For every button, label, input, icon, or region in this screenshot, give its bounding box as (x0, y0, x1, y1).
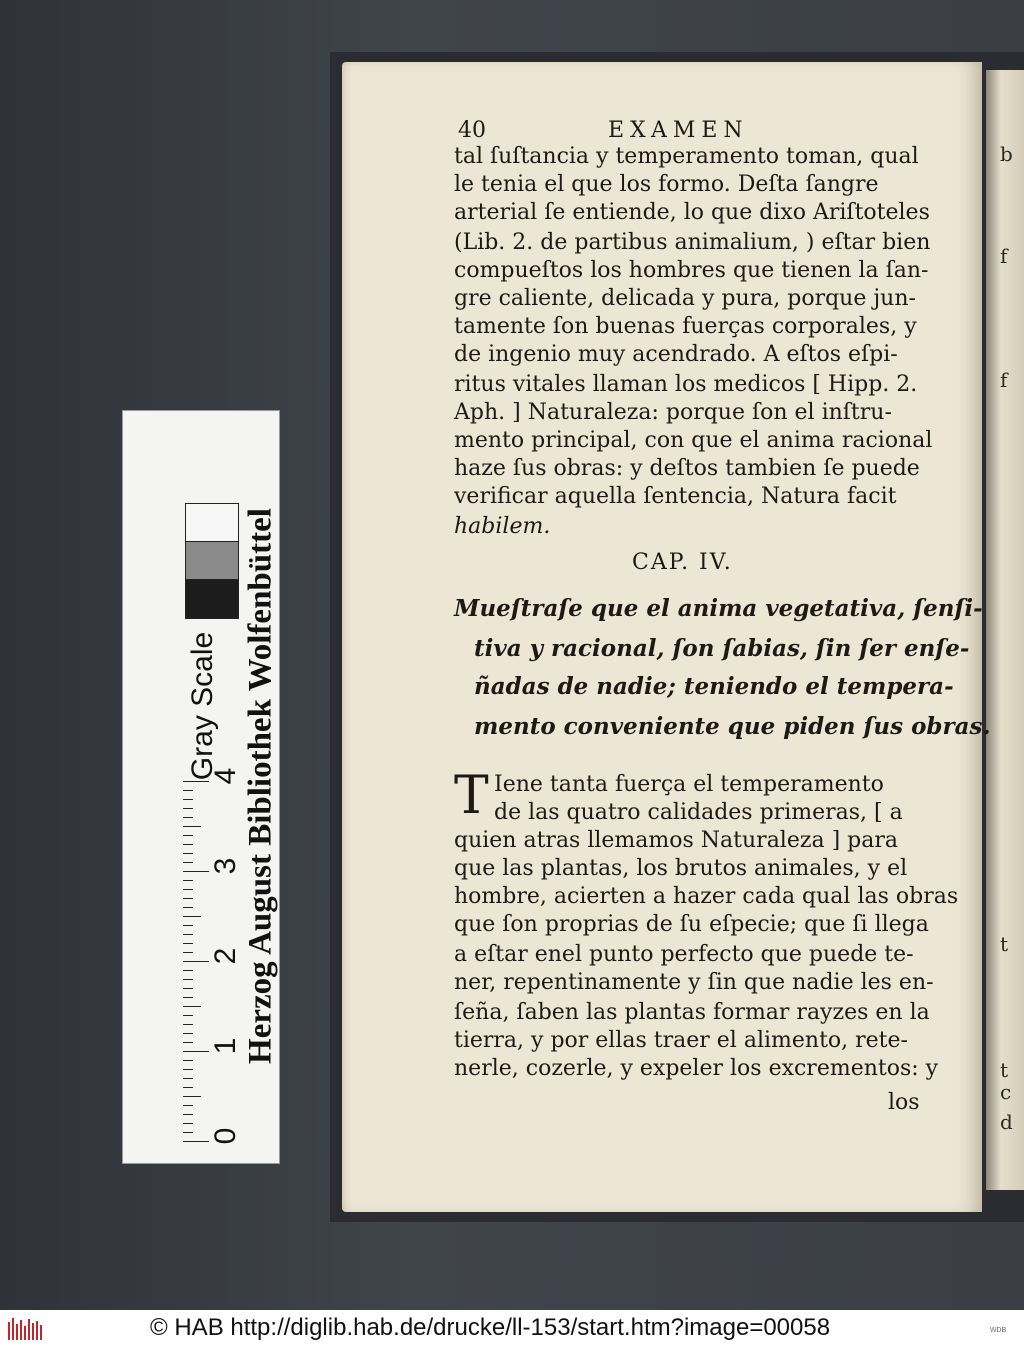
ruler-tick (183, 1015, 193, 1016)
body-line: a eſtar enel punto perfecto que puede te- (454, 942, 914, 967)
hab-logo-icon (6, 1316, 44, 1344)
body-line: de las quatro calidades primeras, [ a (494, 800, 903, 825)
ruler-number: 2 (209, 947, 242, 965)
running-title: EXAMEN (608, 118, 749, 143)
ruler-tick (183, 1006, 201, 1007)
text-line: verificar aquella ſentencia, Natura facit (454, 484, 897, 509)
ruler-tick (183, 979, 193, 980)
ruler-tick (183, 1033, 193, 1034)
text-line: tal ſuſtancia y temperamento toman, qual (454, 144, 919, 169)
gray-swatch (185, 541, 239, 581)
text-line: ritus vitales llaman los medicos [ Hipp. 2. (454, 372, 918, 397)
page-number: 40 (458, 118, 486, 143)
chapter-caption-line: ñadas de nadie; teniendo el tempera- (474, 673, 954, 700)
ruler-tick (183, 907, 193, 908)
chapter-heading: CAP. IV. (632, 550, 733, 575)
ruler-tick (183, 889, 193, 890)
ruler-tick (183, 1132, 193, 1133)
ruler-tick (183, 1096, 201, 1097)
ruler-tick (183, 970, 193, 971)
ruler-tick (183, 817, 193, 818)
ruler-tick (183, 799, 193, 800)
text-line: Aph. ] Naturaleza: porque ſon el inſtru- (454, 400, 892, 425)
next-page-glyph: f (1000, 368, 1008, 392)
text-line: haze ſus obras: y deſtos tambien ſe puede (454, 456, 920, 481)
body-line: que ſon proprias de ſu eſpecie; que ſi llega (454, 912, 929, 937)
footer-bar (0, 1310, 1024, 1350)
ruler-tick (183, 925, 193, 926)
ruler-tick (183, 952, 193, 953)
ruler-number: 4 (209, 767, 242, 785)
gray-scale-label: Gray Scale (186, 631, 219, 781)
text-line: (Lib. 2. de partibus animalium, ) eſtar bien (454, 230, 931, 255)
catchword: los (888, 1090, 920, 1115)
ruler-tick (183, 826, 201, 827)
body-line: nerle, cozerle, y expeler los excrementos: y (454, 1056, 939, 1081)
ruler-tick (183, 1105, 193, 1106)
ruler-tick (183, 880, 193, 881)
text-line: de ingenio muy acendrado. A eſtos eſpi- (454, 342, 898, 367)
white-swatch (185, 503, 239, 543)
text-line: compueſtos los hombres que tienen la ſan- (454, 258, 929, 283)
body-line: tierra, y por ellas traer el alimento, rete- (454, 1028, 908, 1053)
body-line: quien atras llemamos Naturaleza ] para (454, 828, 898, 853)
chapter-caption-line: tiva y racional, ſon ſabias, ſin ſer enſe- (474, 635, 970, 662)
text-line: le tenia el que los formo. Deſta ſangre (454, 172, 879, 197)
ruler-number: 0 (209, 1127, 242, 1145)
ruler-tick (183, 898, 193, 899)
ruler-tick (183, 781, 209, 782)
next-page-glyph: t (1000, 1058, 1009, 1082)
text-line: habilem. (454, 514, 551, 539)
black-swatch (185, 579, 239, 619)
body-line: ner, repentinamente y ſin que nadie les en- (454, 970, 934, 995)
ruler-tick (183, 808, 193, 809)
text-line: tamente ſon buenas fuerças corporales, y (454, 314, 917, 339)
next-page-glyph: d (1000, 1110, 1013, 1134)
next-page-glyph: t (1000, 932, 1009, 956)
body-line: Iene tanta fuerça el temperamento (494, 772, 884, 797)
text-line: arterial ſe entiende, lo que dixo Ariſtoteles (454, 200, 930, 225)
next-page-glyph: f (1000, 244, 1008, 268)
next-page-edge (986, 70, 1024, 1190)
ruler-number: 3 (209, 857, 242, 875)
ruler-number: 1 (209, 1037, 242, 1055)
ruler-tick (183, 862, 193, 863)
ruler-tick (183, 1078, 193, 1079)
ruler-tick (183, 916, 201, 917)
footer-copyright: © HAB http://diglib.hab.de/drucke/ll-153/start.htm?image=00058 (150, 1314, 831, 1341)
ruler-tick (183, 997, 193, 998)
ruler-tick (183, 1024, 193, 1025)
ruler-tick (183, 1141, 209, 1142)
gray-scale-ruler (122, 410, 280, 1164)
body-line: que las plantas, los brutos animales, y el (454, 856, 908, 881)
ruler-tick (183, 988, 193, 989)
next-page-glyph: b (1000, 142, 1013, 166)
ruler-tick (183, 1060, 193, 1061)
text-line: mento principal, con que el anima racional (454, 428, 933, 453)
body-line: hombre, acierten a hazer cada qual las obras (454, 884, 959, 909)
ruler-tick (183, 853, 193, 854)
ruler-title: Herzog August Bibliothek Wolfenbüttel (242, 508, 279, 1064)
drop-cap: T (454, 766, 489, 826)
ruler-tick (183, 1087, 193, 1088)
ruler-tick (183, 1042, 193, 1043)
ruler-tick (183, 1114, 193, 1115)
ruler-tick (183, 844, 193, 845)
ruler-tick (183, 1051, 209, 1052)
body-line: ſeña, ſaben las plantas formar rayzes en la (454, 1000, 930, 1025)
ruler-tick (183, 1123, 193, 1124)
ruler-tick (183, 943, 193, 944)
ruler-scale (183, 767, 253, 1151)
ruler-tick (183, 790, 193, 791)
ruler-tick (183, 871, 209, 872)
chapter-caption-line: Mueſtraſe que el anima vegetativa, ſenſi- (454, 595, 983, 622)
chapter-caption-line: mento conveniente que piden ſus obras. (474, 713, 991, 740)
ruler-tick (183, 934, 193, 935)
next-page-glyph: c (1000, 1080, 1012, 1104)
footer-mark: ᴡᴅʙ (990, 1324, 1007, 1334)
ruler-tick (183, 835, 193, 836)
ruler-tick (183, 1069, 193, 1070)
ruler-tick (183, 961, 209, 962)
text-line: gre caliente, delicada y pura, porque jun- (454, 286, 916, 311)
